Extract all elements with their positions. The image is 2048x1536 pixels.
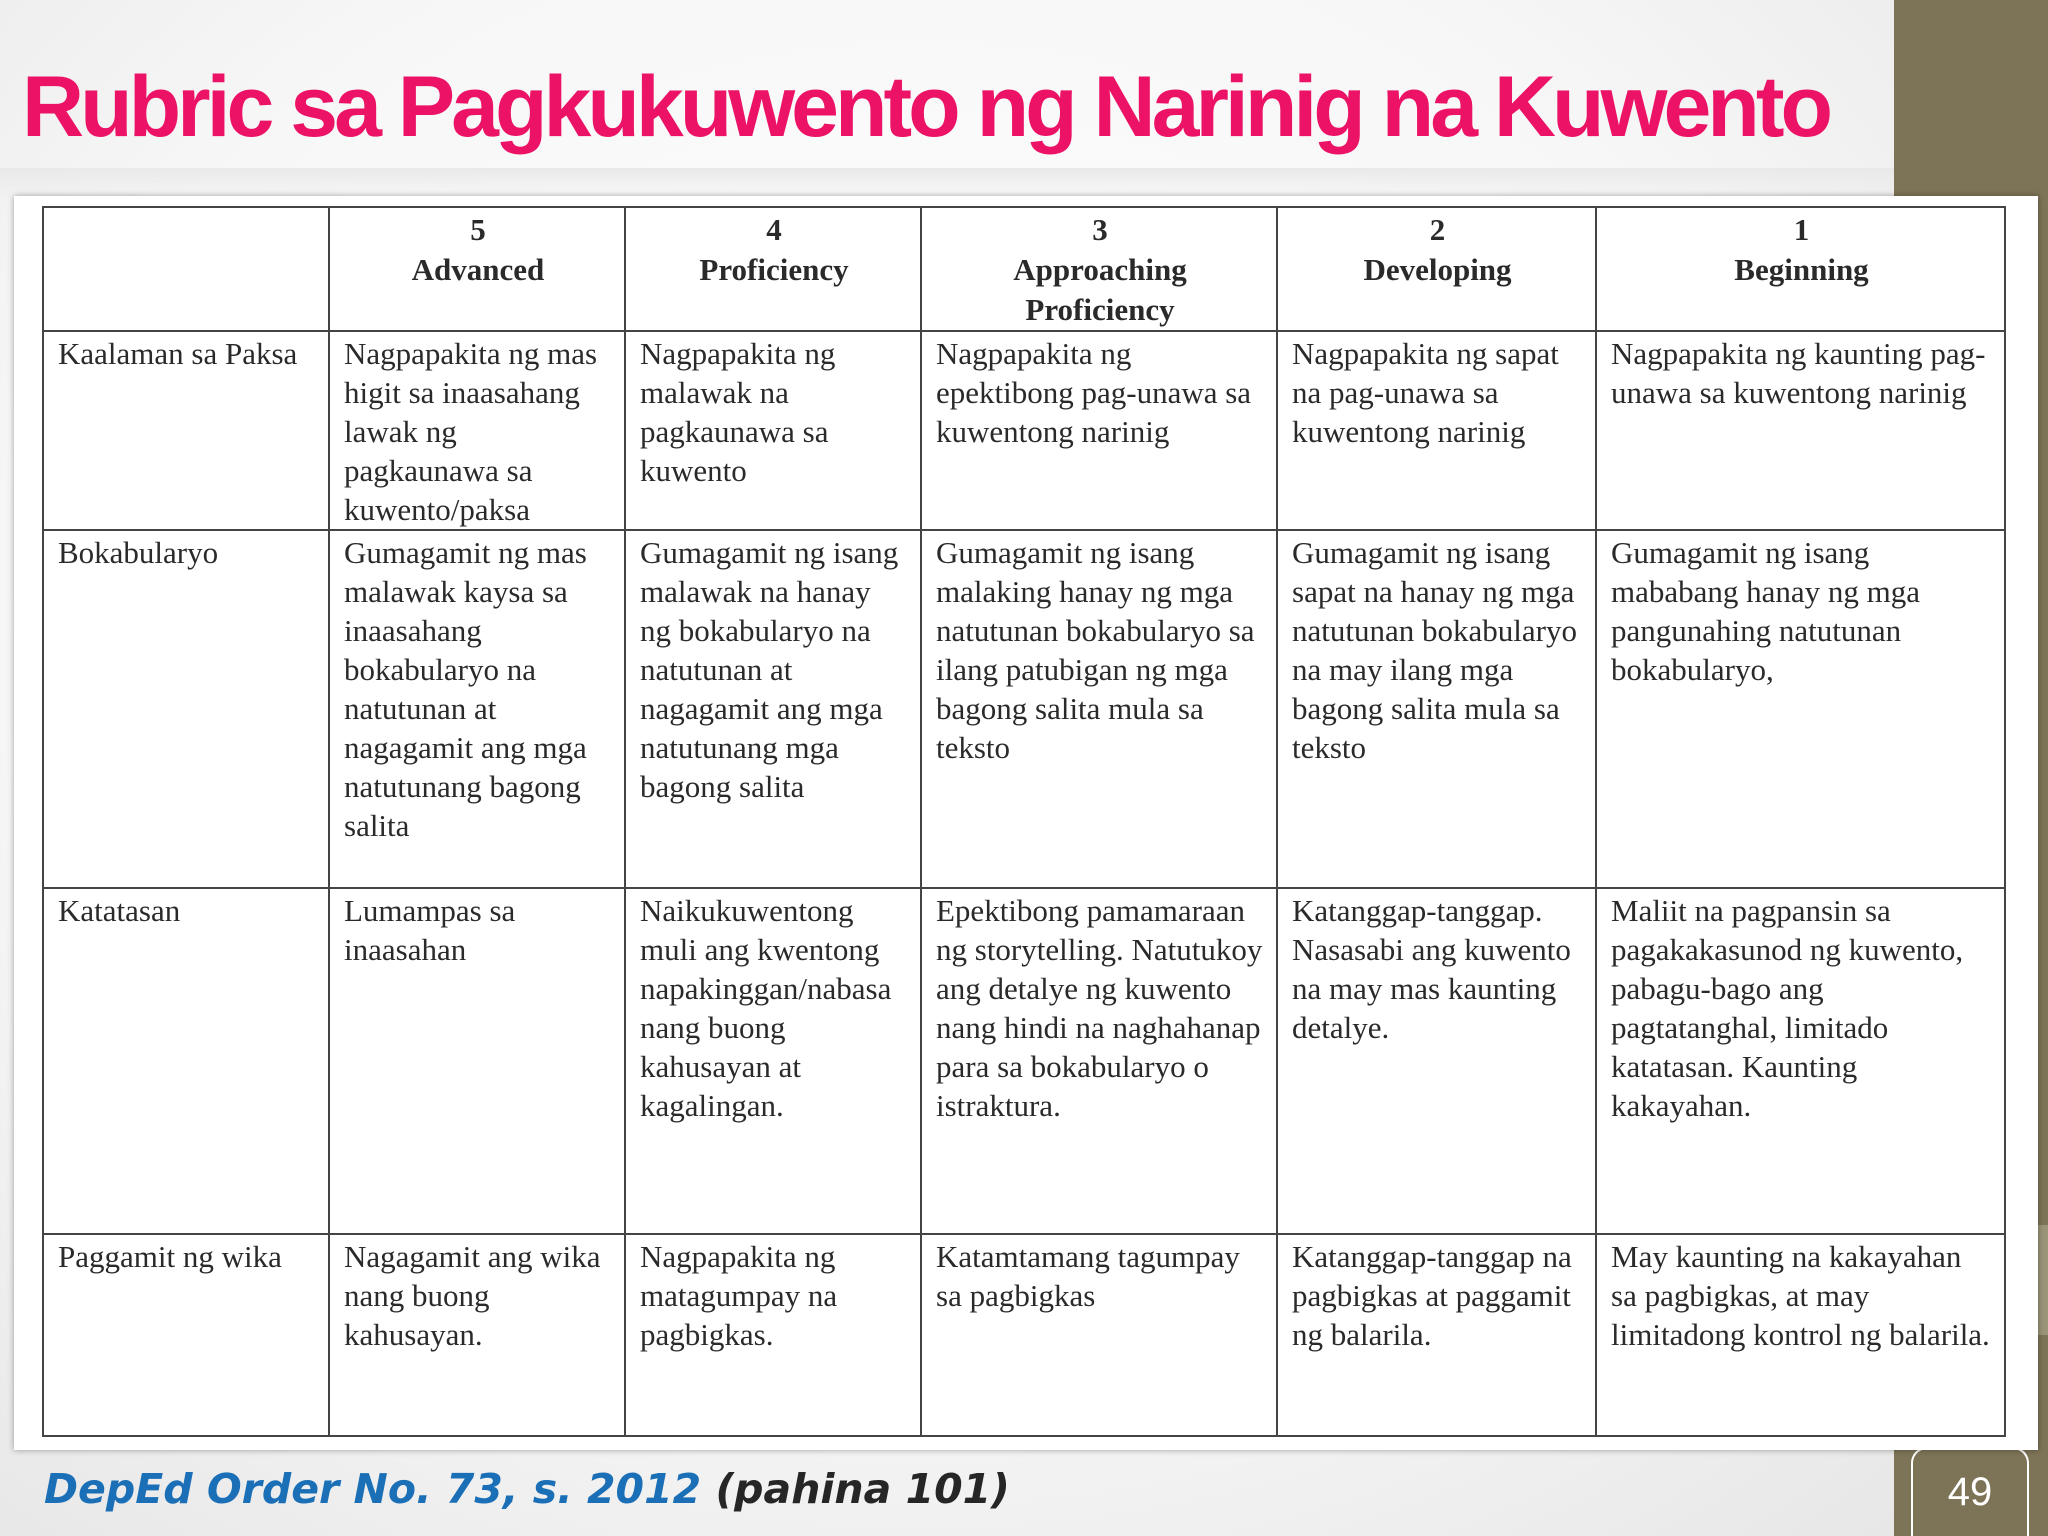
rubric-cell: Nagpapakita ng kaunting pag-unawa sa kuwentong narinig	[1596, 331, 2005, 530]
rubric-cell: Gumagamit ng isang malaking hanay ng mga natutunan bokabularyo sa ilang patubigan ng mga bagong salita mula sa teksto	[921, 530, 1277, 888]
rubric-cell: Katanggap-tanggap na pagbigkas at paggamit ng balarila.	[1277, 1234, 1596, 1436]
source-reference: DepEd Order No. 73, s. 2012	[44, 1465, 702, 1513]
level-number: 5	[470, 212, 486, 247]
header-row	[43, 207, 2005, 331]
rubric-cell: Gumagamit ng isang malawak na hanay ng bokabularyo na natutunan at nagagamit ang mga natutunang mga bagong salita	[625, 530, 921, 888]
rubric-cell: May kaunting na kakayahan sa pagbigkas, at may limitadong kontrol ng balarila.	[1596, 1234, 2005, 1436]
rubric-row-katatasan	[43, 888, 2005, 1234]
rubric-cell: Lumampas sa inaasahan	[329, 888, 625, 1234]
rubric-cell: Epektibong pamamaraan ng storytelling. Natutukoy ang detalye ng kuwento nang hindi na naghahanap para sa bokabularyo o istraktura.	[921, 888, 1277, 1234]
rubric-cell: Nagpapakita ng mas higit sa inaasahang lawak ng pagkaunawa sa kuwento/paksa	[329, 331, 625, 530]
level-header-approaching-proficiency	[921, 207, 1277, 331]
level-number: 4	[766, 212, 782, 247]
slide-title: Rubric sa Pagkukuwento ng Narinig na Kuwento	[22, 59, 1829, 155]
rubric-cell: Nagpapakita ng matagumpay na pagbigkas.	[625, 1234, 921, 1436]
rubric-cell: Nagagamit ang wika nang buong kahusayan.	[329, 1234, 625, 1436]
rubric-cell: Katanggap-tanggap. Nasasabi ang kuwento na may mas kaunting detalye.	[1277, 888, 1596, 1234]
level-number: 2	[1429, 212, 1446, 247]
criterion-cell: Bokabularyo	[43, 530, 329, 888]
rubric-cell: Gumagamit ng isang sapat na hanay ng mga natutunan bokabularyo na may ilang mga bagong salita mula sa teksto	[1277, 530, 1596, 888]
rubric-row-kaalaman	[43, 331, 2005, 530]
criterion-cell: Katatasan	[43, 888, 329, 1234]
rubric-cell: Katamtamang tagumpay sa pagbigkas	[921, 1234, 1277, 1436]
level-header-beginning	[1596, 207, 2005, 331]
criterion-cell: Kaalaman sa Paksa	[43, 331, 329, 530]
rubric-cell: Nagpapakita ng epektibong pag-unawa sa kuwentong narinig	[921, 331, 1277, 530]
level-name: Approaching Proficiency	[1013, 252, 1187, 327]
source-citation	[44, 1465, 1010, 1513]
rubric-cell: Maliit na pagpansin sa pagakakasunod ng kuwento, pabagu-bago ang pagtatanghal, limitado katatasan. Kaunting kakayahan.	[1596, 888, 2005, 1234]
criterion-cell: Paggamit ng wika	[43, 1234, 329, 1436]
slide-number: 49	[1911, 1447, 2029, 1536]
rubric-cell: Gumagamit ng isang mababang hanay ng mga pangunahing natutunan bokabularyo,	[1596, 530, 2005, 888]
level-header-proficiency	[625, 207, 921, 331]
title-shadow	[0, 168, 1894, 198]
rubric-row-paggamit-ng-wika	[43, 1234, 2005, 1436]
rubric-row-bokabularyo	[43, 530, 2005, 888]
level-header-developing	[1277, 207, 1596, 331]
rubric-cell: Nagpapakita ng malawak na pagkaunawa sa kuwento	[625, 331, 921, 530]
level-name: Beginning	[1734, 252, 1869, 287]
rubric-table	[42, 206, 2006, 1437]
header-criterion-cell	[43, 207, 329, 331]
page-reference: (pahina 101)	[715, 1465, 1010, 1513]
level-name: Proficiency	[699, 252, 849, 287]
level-number: 1	[1793, 212, 1810, 247]
level-header-advanced	[329, 207, 625, 331]
level-name: Advanced	[411, 252, 545, 287]
rubric-image-frame	[14, 196, 2038, 1450]
rubric-cell: Gumagamit ng mas malawak kaysa sa inaasahang bokabularyo na natutunan at nagagamit ang mga natutunang bagong salita	[329, 530, 625, 888]
rubric-cell: Nagpapakita ng sapat na pag-unawa sa kuwentong narinig	[1277, 331, 1596, 530]
level-name: Developing	[1363, 252, 1512, 287]
level-number: 3	[1092, 212, 1108, 247]
rubric-cell: Naikukuwentong muli ang kwentong napakinggan/nabasa nang buong kahusayan at kagalingan.	[625, 888, 921, 1234]
